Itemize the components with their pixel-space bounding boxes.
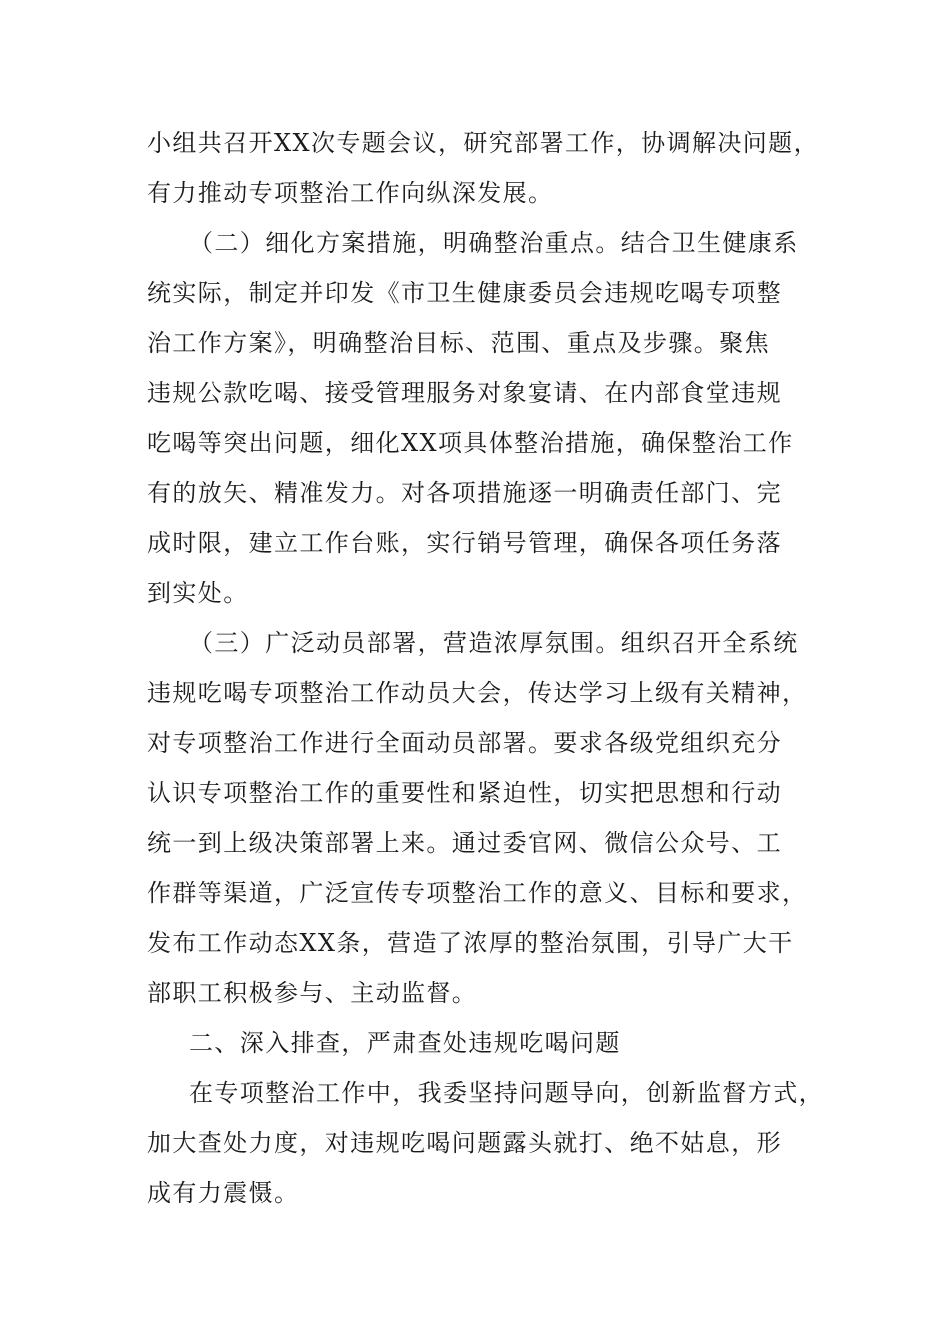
text-line: 统实际，制定并印发《市卫生健康委员会违规吃喝专项整 <box>147 279 782 307</box>
text-line: 成有力震慑。 <box>147 1179 300 1207</box>
text-line: 有的放矢、精准发力。对各项措施逐一明确责任部门、完 <box>147 479 782 507</box>
text-line: 成时限，建立工作台账，实行销号管理，确保各项任务落 <box>147 529 782 557</box>
text-line: 有力推动专项整治工作向纵深发展。 <box>147 179 554 207</box>
text-line: 统一到上级决策部署上来。通过委官网、微信公众号、工 <box>147 829 782 857</box>
text-line: （二）细化方案措施，明确整治重点。结合卫生健康系 <box>189 229 799 257</box>
text-line: 加大查处力度，对违规吃喝问题露头就打、绝不姑息，形 <box>147 1129 782 1157</box>
text-line: 部职工积极参与、主动监督。 <box>147 979 478 1007</box>
text-line: 违规公款吃喝、接受管理服务对象宴请、在内部食堂违规 <box>147 379 782 407</box>
text-line: 治工作方案》，明确整治目标、范围、重点及步骤。聚焦 <box>147 329 770 357</box>
text-line: 违规吃喝专项整治工作动员大会，传达学习上级有关精神， <box>147 679 808 707</box>
text-line: 认识专项整治工作的重要性和紧迫性，切实把思想和行动 <box>147 779 782 807</box>
text-line: 发布工作动态XX条，营造了浓厚的整治氛围，引导广大干 <box>147 929 794 957</box>
text-line: 二、深入排查，严肃查处违规吃喝问题 <box>189 1029 621 1057</box>
text-line: 吃喝等突出问题，细化XX项具体整治措施，确保整治工作 <box>147 429 794 457</box>
document-page <box>147 118 827 1218</box>
text-line: 到实处。 <box>147 579 249 607</box>
text-line: 在专项整治工作中，我委坚持问题导向，创新监督方式， <box>189 1079 824 1107</box>
text-line: （三）广泛动员部署，营造浓厚氛围。组织召开全系统 <box>189 629 799 657</box>
text-line: 作群等渠道，广泛宣传专项整治工作的意义、目标和要求， <box>147 879 808 907</box>
text-line: 对专项整治工作进行全面动员部署。要求各级党组织充分 <box>147 729 782 757</box>
text-line: 小组共召开XX次专题会议，研究部署工作，协调解决问题， <box>147 129 819 157</box>
